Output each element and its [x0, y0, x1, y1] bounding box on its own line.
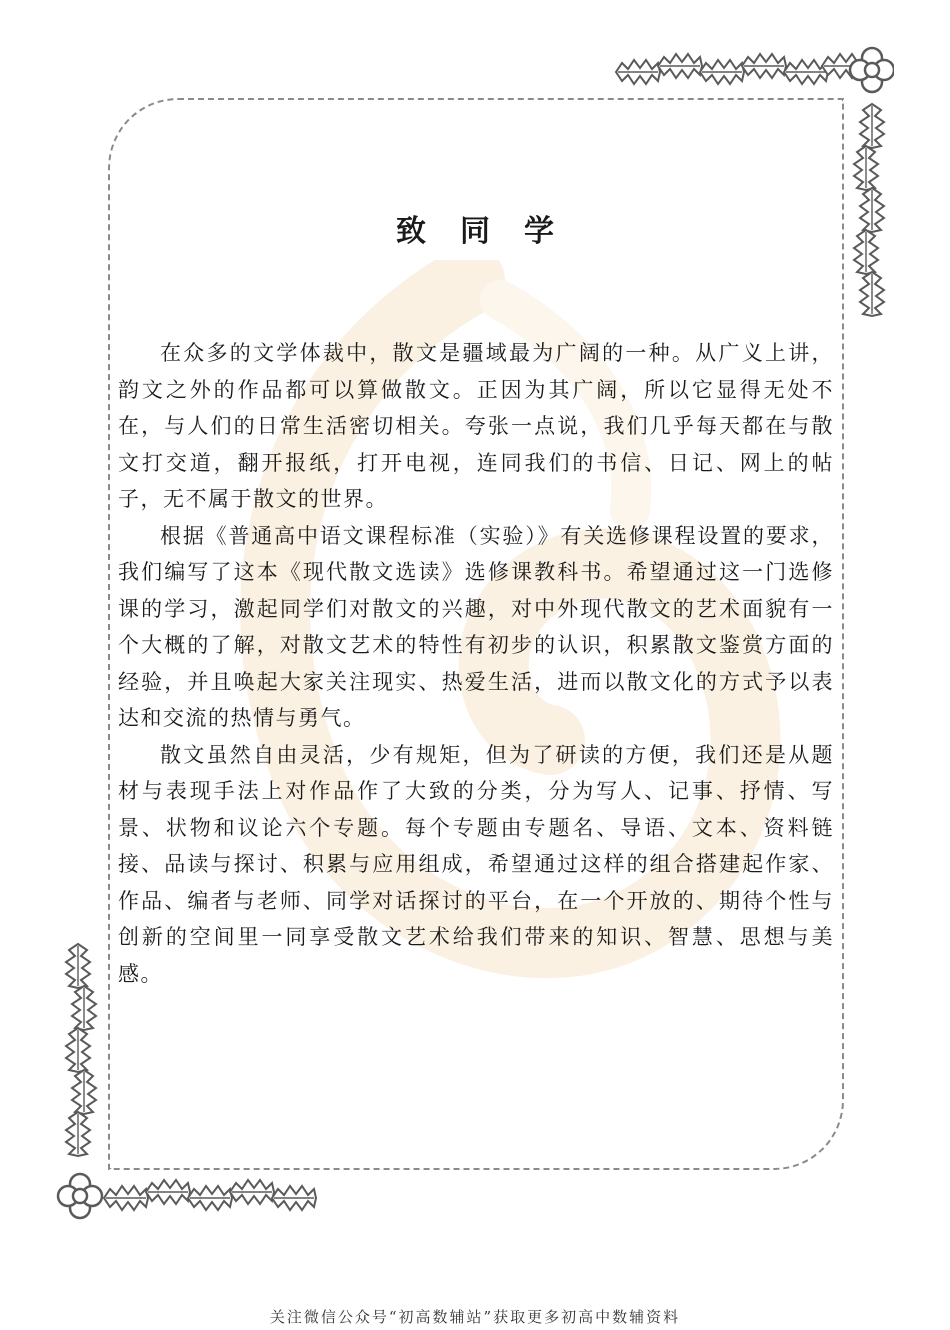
- letter-body: [118, 335, 834, 992]
- page-title: 致同学: [396, 214, 588, 249]
- footer-note: 关注微信公众号“初高数辅站”获取更多初高中数辅资料: [269, 1308, 681, 1326]
- paragraph: 散文虽然自由灵活，少有规矩，但为了研读的方便，我们还是从题材与表现手法上对作品作了大致的分类，分为写人、记事、抒情、写景、状物和议论六个专题。每个专题由专题名、导语、文本、资料链接、品读与探讨、积累与应用组成，希望通过这样的组合搭建起作家、作品、编者与老师、同学对话探讨的平台，在一个开放的、期待个性与创新的空间里一同享受散文艺术给我们带来的知识、智慧、思想与美感。: [118, 742, 834, 986]
- paragraph: 在众多的文学体裁中，散文是疆域最为广阔的一种。从广义上讲，韵文之外的作品都可以算做散文。正因为其广阔，所以它显得无处不在，与人们的日常生活密切相关。夸张一点说，我们几乎每天都在与散文打交道，翻开报纸，打开电视，连同我们的书信、日记、网上的帖子，无不属于散文的世界。: [118, 341, 834, 511]
- paragraph: 根据《普通高中语文课程标准（实验）》有关选修课程设置的要求，我们编写了这本《现代散文选读》选修课教科书。希望通过这一门选修课的学习，激起同学们对散文的兴趣，对中外现代散文的艺术面貌有一个大概的了解，对散文艺术的特性有初步的认识，积累散文鉴赏方面的经验，并且唤起大家关注现实、热爱生活，进而以散文化的方式予以表达和交流的热情与勇气。: [118, 523, 834, 730]
- leaf-ornament-top-right: [610, 46, 894, 342]
